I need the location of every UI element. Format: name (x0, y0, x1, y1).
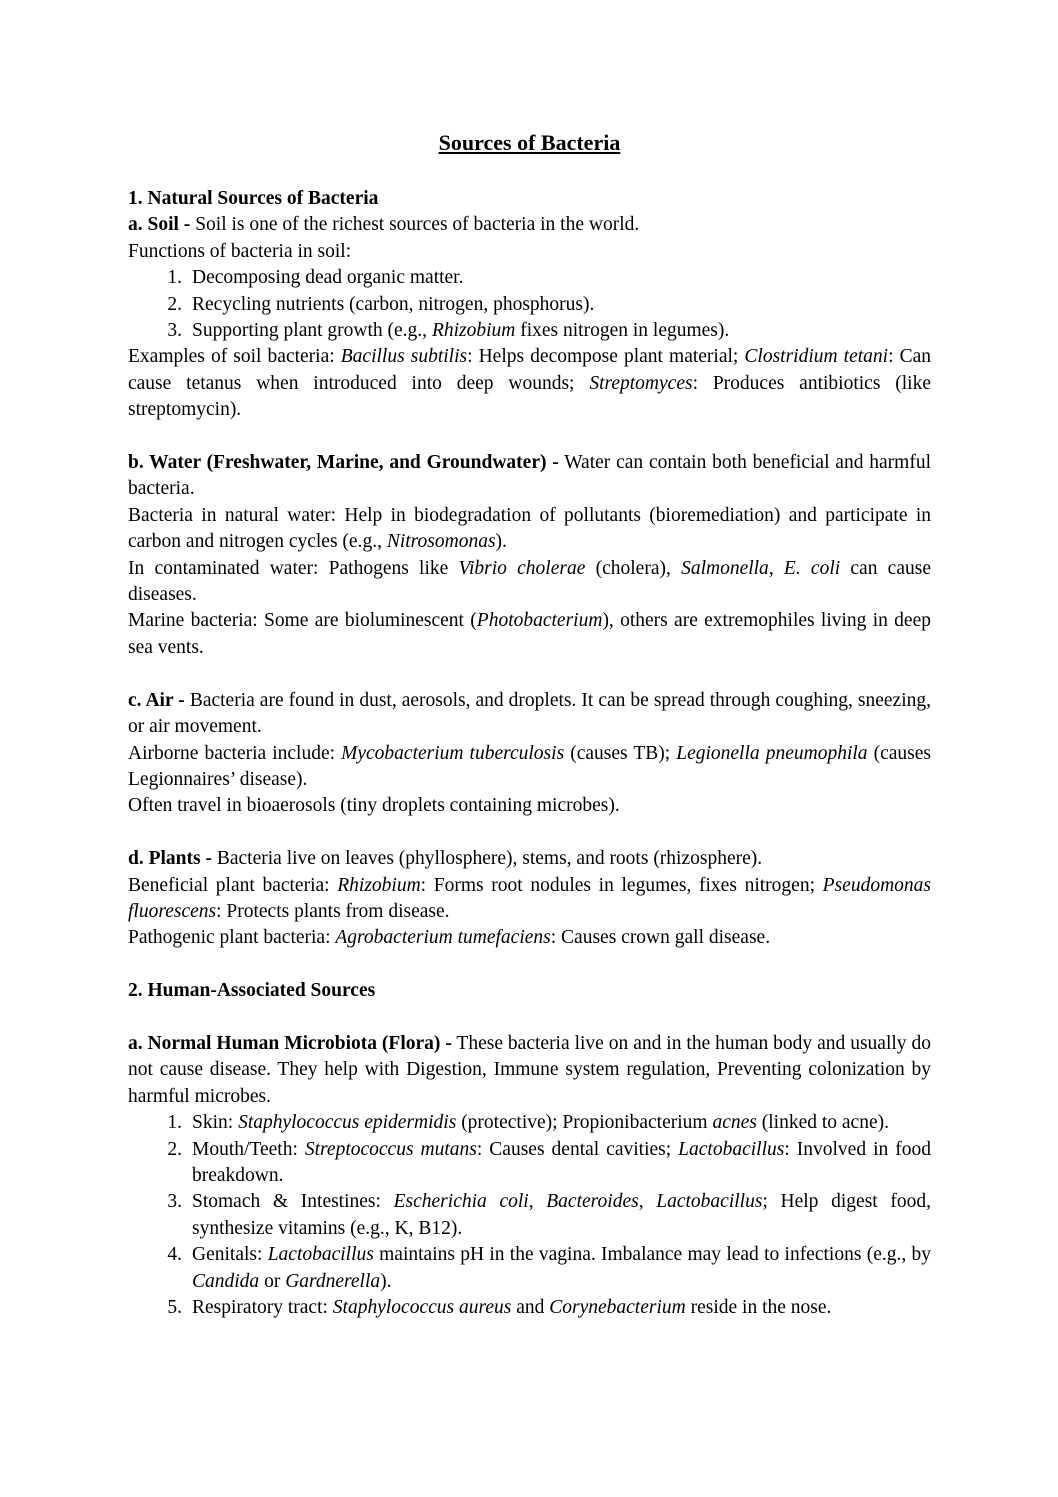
list-item-number: 2. (167, 293, 182, 315)
italic-text: Bacteroides (546, 1191, 639, 1213)
soil-examples (128, 344, 931, 423)
text-run: , (528, 1191, 547, 1213)
list-item (128, 318, 931, 344)
list-item-number: 3. (167, 320, 182, 342)
text-run: Marine bacteria: Some are bioluminescent ( (128, 610, 477, 632)
italic-text: Clostridium tetani (744, 346, 889, 368)
list-item-number: 2. (167, 1138, 182, 1160)
list-item (128, 1110, 931, 1136)
list-item-number: 3. (167, 1191, 182, 1213)
text-run: Beneficial plant bacteria: (128, 874, 338, 896)
italic-text: Staphylococcus epidermidis (238, 1112, 457, 1134)
text-run: (causes Legionnaires’ disease). (128, 742, 932, 790)
text-run: reside in the nose. (685, 1296, 832, 1318)
list-item-number: 5. (167, 1296, 182, 1318)
list-item (128, 1295, 931, 1321)
bold-text: a. Normal Human Microbiota (Flora) - (128, 1032, 452, 1054)
text-run: : Can cause tetanus when introduced into deep wounds; (128, 346, 931, 394)
text-run: ). (495, 531, 507, 553)
section-1-heading: 1. Natural Sources of Bacteria (128, 188, 379, 209)
text-run: fixes nitrogen in legumes). (515, 320, 730, 342)
text-run: (cholera), (585, 557, 682, 579)
text-run: Bacteria in natural water: Help in biodegradation of pollutants (bioremediation) and participate in carbon and nitrogen cycles (e.g., (128, 504, 931, 553)
italic-text: Agrobacterium tumefaciens (335, 927, 551, 949)
list-item-number: 4. (167, 1244, 182, 1266)
plants-pathogenic-paragraph (128, 925, 931, 951)
italic-text: E. coli (783, 557, 841, 579)
text-run: , (768, 557, 784, 579)
text-run: Recycling nutrients (carbon, nitrogen, phosphorus). (192, 293, 595, 315)
list-item-number: 1. (167, 267, 182, 289)
list-item (128, 1189, 931, 1242)
microbiota-list (128, 1110, 931, 1321)
italic-text: Pseudomonas fluorescens (128, 874, 931, 922)
italic-text: Streptomyces (589, 372, 693, 394)
text-run: Skin: (192, 1112, 239, 1134)
italic-text: Salmonella (681, 557, 769, 579)
italic-text: Rhizobium (337, 874, 421, 896)
plants-heading-paragraph (128, 846, 931, 872)
water-contaminated-paragraph (128, 556, 931, 609)
text-run: ; Help digest food, synthesize vitamins (e.g., K, B12). (192, 1191, 931, 1239)
text-run: or (259, 1270, 286, 1292)
air-heading-paragraph (128, 688, 931, 741)
text-run: : Involved in food breakdown. (192, 1138, 931, 1186)
air-airborne-paragraph (128, 741, 931, 794)
italic-text: Staphylococcus aureus (332, 1296, 512, 1318)
italic-text: Vibrio cholerae (458, 557, 586, 579)
italic-text: Streptococcus mutans (304, 1138, 477, 1160)
text-run: Water can contain both beneficial and harmful bacteria. (128, 452, 931, 500)
bold-text: b. Water (Freshwater, Marine, and Groundwater) - (128, 452, 559, 474)
italic-text: Gardnerella (285, 1270, 381, 1292)
text-run: ), others are extremophiles living in deep sea vents. (128, 610, 931, 658)
text-run: Mouth/Teeth: (192, 1138, 305, 1160)
text-run: These bacteria live on and in the human body and usually do not cause disease. They help with Digestion, Immune system regulation, Preventing colonization by harmful microbes. (128, 1032, 931, 1107)
document-page (128, 128, 931, 1321)
text-run: Pathogenic plant bacteria: (128, 927, 336, 949)
document-title: Sources of Bacteria (438, 130, 621, 155)
air-bioaerosols-paragraph (128, 793, 931, 819)
text-run: Examples of soil bacteria: (128, 346, 341, 368)
text-run: can cause diseases. (128, 557, 931, 606)
text-run: (causes TB); (564, 742, 677, 764)
italic-text: Corynebacterium (549, 1296, 686, 1318)
soil-intro: a. Soil - Soil is one of the richest sources of bacteria in the world. (128, 214, 640, 236)
italic-text: Mycobacterium tuberculosis (341, 742, 565, 764)
text-run: and (511, 1296, 550, 1318)
italic-text: Photobacterium (476, 610, 603, 632)
list-item-number: 1. (167, 1112, 182, 1134)
italic-text: Candida (192, 1270, 260, 1292)
italic-text: Escherichia coli (393, 1191, 529, 1213)
text-run: In contaminated water: Pathogens like (128, 557, 459, 579)
text-run: Often travel in bioaerosols (tiny droplets containing microbes). (128, 795, 620, 817)
text-run: Genitals: (192, 1244, 268, 1266)
text-run: : Causes crown gall disease. (550, 927, 771, 949)
plants-beneficial-paragraph (128, 873, 931, 926)
water-natural-paragraph (128, 503, 931, 556)
list-item (128, 292, 931, 318)
text-run: : Produces antibiotics (like streptomycin). (128, 372, 931, 421)
soil-functions-list (128, 265, 931, 344)
italic-text: Bacillus subtilis (340, 346, 468, 368)
text-run: ). (380, 1270, 392, 1292)
italic-text: Legionella pneumophila (676, 742, 868, 764)
text-run: (protective); Propionibacterium (456, 1112, 713, 1134)
italic-text: Rhizobium (431, 320, 516, 342)
bold-text: d. Plants - (128, 848, 212, 870)
text-run: , (638, 1191, 657, 1213)
water-marine-paragraph (128, 608, 931, 661)
list-item (128, 1242, 931, 1295)
list-item (128, 265, 931, 291)
section-2-heading: 2. Human-Associated Sources (128, 980, 376, 1002)
text-run: Stomach & Intestines: (192, 1191, 394, 1213)
list-item (128, 1137, 931, 1190)
text-run: Airborne bacteria include: (128, 742, 342, 764)
soil-functions-label: Functions of bacteria in soil: (128, 240, 352, 262)
text-run: : Causes dental cavities; (476, 1138, 679, 1160)
italic-text: Lactobacillus (656, 1191, 763, 1213)
text-run: : Protects plants from disease. (216, 900, 450, 922)
text-run: Bacteria are found in dust, aerosols, and droplets. It can be spread through coughing, sneezing, or air movement. (128, 689, 931, 738)
text-run: maintains pH in the vagina. Imbalance may lead to infections (e.g., by (373, 1244, 931, 1266)
text-run: (linked to acne). (756, 1112, 889, 1134)
text-run: Decomposing dead organic matter. (192, 267, 464, 289)
soil-label: a. Soil - (128, 214, 191, 236)
text-run: Supporting plant growth (e.g., (192, 320, 432, 342)
italic-text: Lactobacillus (678, 1138, 785, 1160)
microbiota-intro (128, 1031, 931, 1110)
bold-text: c. Air - (128, 689, 185, 711)
text-run: : Helps decompose plant material; (467, 346, 745, 368)
italic-text: Nitrosomonas (386, 531, 496, 553)
water-heading-paragraph (128, 450, 931, 503)
italic-text: acnes (712, 1112, 757, 1134)
text-run: : Forms root nodules in legumes, fixes nitrogen; (420, 874, 823, 896)
text-run: Respiratory tract: (192, 1296, 333, 1318)
italic-text: Lactobacillus (267, 1244, 374, 1266)
text-run: Bacteria live on leaves (phyllosphere), stems, and roots (rhizosphere). (211, 848, 763, 870)
